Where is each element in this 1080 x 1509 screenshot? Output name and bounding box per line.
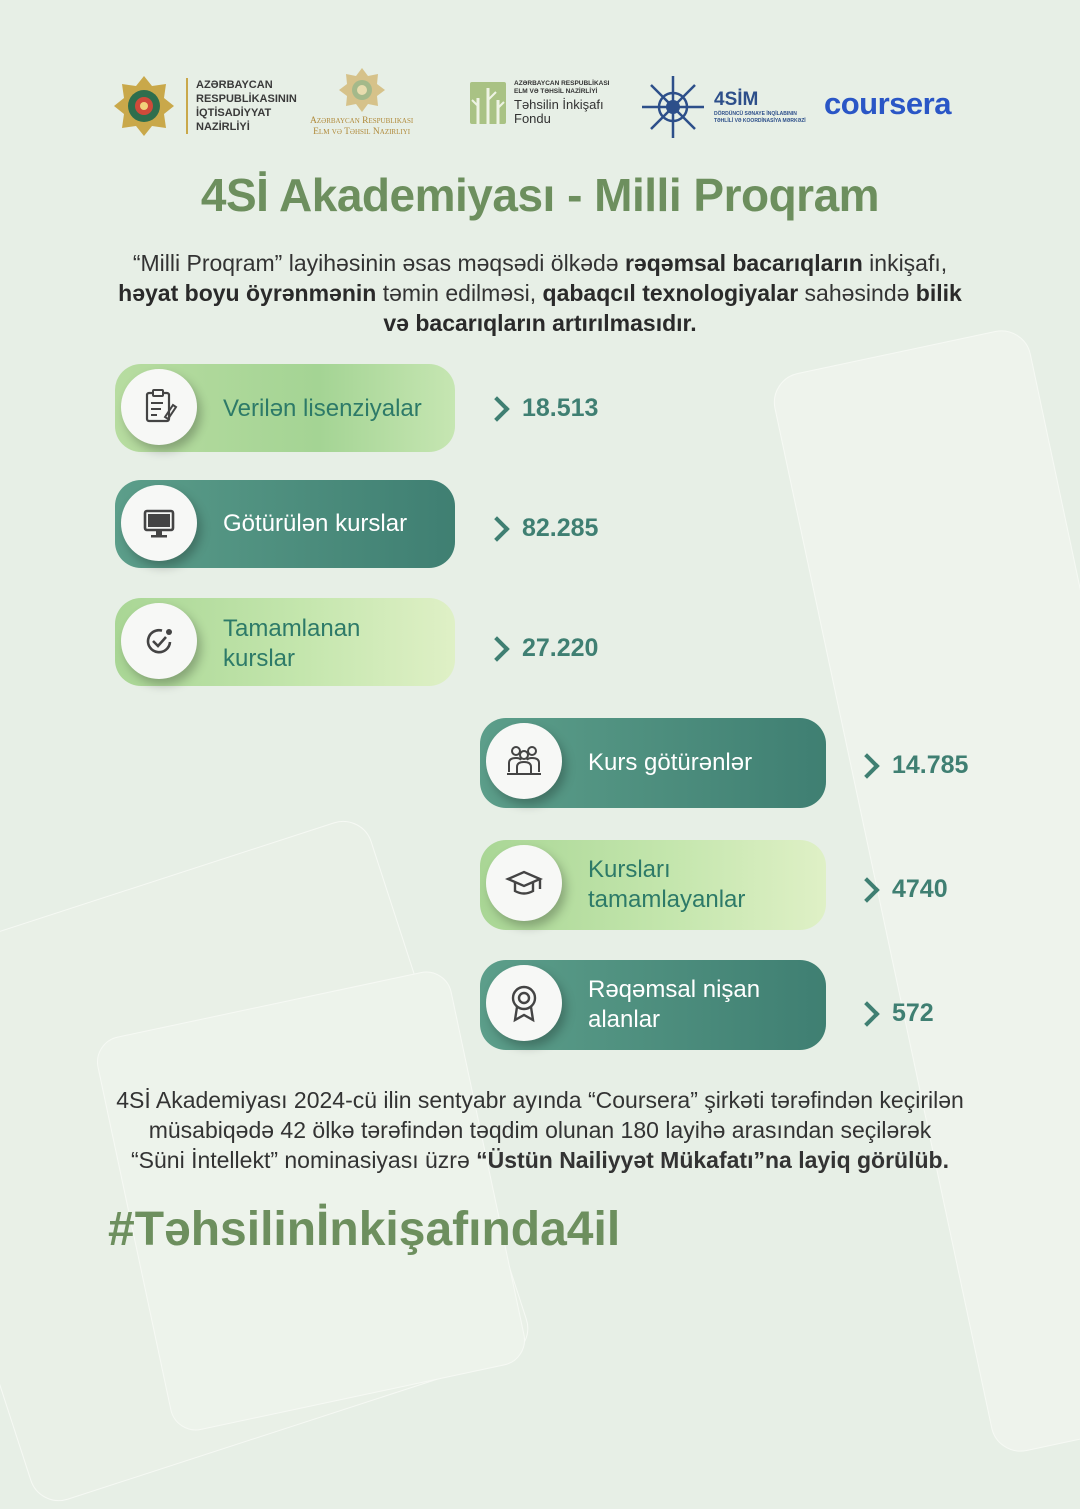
stat-value-courses-taken: 82.285 — [488, 514, 598, 543]
4sim-emblem-icon — [638, 72, 708, 142]
4sim-subtitle: DÖRDÜNCÜ SƏNAYE İNQİLABININ TƏHLİLİ VƏ KOORDİNASİYA MƏRKƏZİ — [714, 111, 806, 124]
stat-value-course-completers: 4740 — [858, 875, 948, 904]
hashtag: #Təhsilinİnkişafında4il — [108, 1203, 621, 1256]
stat-card-licenses — [115, 364, 455, 452]
chevron-right-icon — [484, 516, 509, 541]
ornament-emblem-icon — [335, 66, 389, 116]
logo-bar — [0, 60, 1080, 150]
chevron-right-icon — [854, 753, 879, 778]
chevron-right-icon — [854, 1001, 879, 1026]
chevron-right-icon — [484, 636, 509, 661]
graduation-cap-icon — [486, 845, 562, 921]
chevron-right-icon — [854, 877, 879, 902]
stat-value-digital-badges: 572 — [858, 999, 934, 1028]
monitor-icon — [121, 485, 197, 561]
stat-card-digital-badges — [480, 960, 826, 1050]
stat-label: Götürülən kurslar — [223, 510, 408, 537]
fund-tree-icon — [468, 78, 508, 128]
badge-icon — [486, 965, 562, 1041]
4sim-logo — [638, 72, 810, 142]
stat-card-courses-completed — [115, 598, 455, 686]
page-title: 4Sİ Akademiyası - Milli Proqram — [200, 169, 880, 221]
ministry-economy-name: AZƏRBAYCAN RESPUBLİKASININ İQTİSADİYYAT NAZİRLİYİ — [196, 79, 297, 133]
education-fund-logo — [468, 78, 614, 128]
stat-value-licenses: 18.513 — [488, 394, 598, 423]
ministry-education-line2: Elm və Təhsil Nazirliyi — [313, 127, 411, 137]
stat-card-courses-taken — [115, 480, 455, 568]
ministry-economy-logo — [112, 74, 297, 138]
award-paragraph: 4Sİ Akademiyası 2024-cü ilin sentyabr ayında “Coursera” şirkəti tərəfindən keçirilən müsabiqədə 42 ölkə tərəfindən təqdim olunan 180 layihə arasından seçilərək “Süni İntellekt” nominasiyası üzrə “Üstün Nailiyyət Mükafatı”na layiq görülüb. — [116, 1087, 964, 1173]
coursera-wordmark: coursera — [824, 86, 951, 121]
license-icon — [121, 369, 197, 445]
stat-value-courses-completed: 27.220 — [488, 634, 598, 663]
stat-value-course-takers: 14.785 — [858, 751, 968, 780]
people-icon — [486, 723, 562, 799]
ministry-education-logo — [310, 66, 413, 138]
intro-paragraph: “Milli Proqram” layihəsinin əsas məqsədi ölkədə rəqəmsal bacarıqların inkişafı, həyat boyu öyrənmənin təmin edilməsi, qabaqcıl texnologiyalar sahəsində bilik və bacarıqların artırılmasıdır. — [118, 250, 962, 336]
stat-label: Verilən lisenziyalar — [223, 395, 422, 422]
stat-label: Kurs götürənlər — [588, 749, 753, 776]
ministry-education-line1: Azərbaycan Respublikası — [310, 116, 414, 126]
coursera-logo — [824, 86, 951, 122]
check-circle-icon — [121, 603, 197, 679]
education-fund-ministry: AZƏRBAYCAN RESPUBLİKASI ELM VƏ TƏHSİL NAZİRLİYİ — [514, 80, 610, 95]
stat-card-course-completers — [480, 840, 826, 930]
stat-label: Tamamlanan kurslar — [223, 615, 361, 672]
chevron-right-icon — [484, 396, 509, 421]
education-fund-name-1: Təhsilin İnkişafı — [514, 97, 604, 112]
stat-label: Kursları tamamlayanlar — [588, 856, 746, 913]
state-emblem-icon — [112, 74, 176, 138]
stat-label: Rəqəmsal nişan alanlar — [588, 976, 761, 1033]
education-fund-name-2: Fondu — [514, 111, 551, 126]
stat-card-course-takers — [480, 718, 826, 808]
4sim-name: 4SİM — [714, 89, 759, 110]
